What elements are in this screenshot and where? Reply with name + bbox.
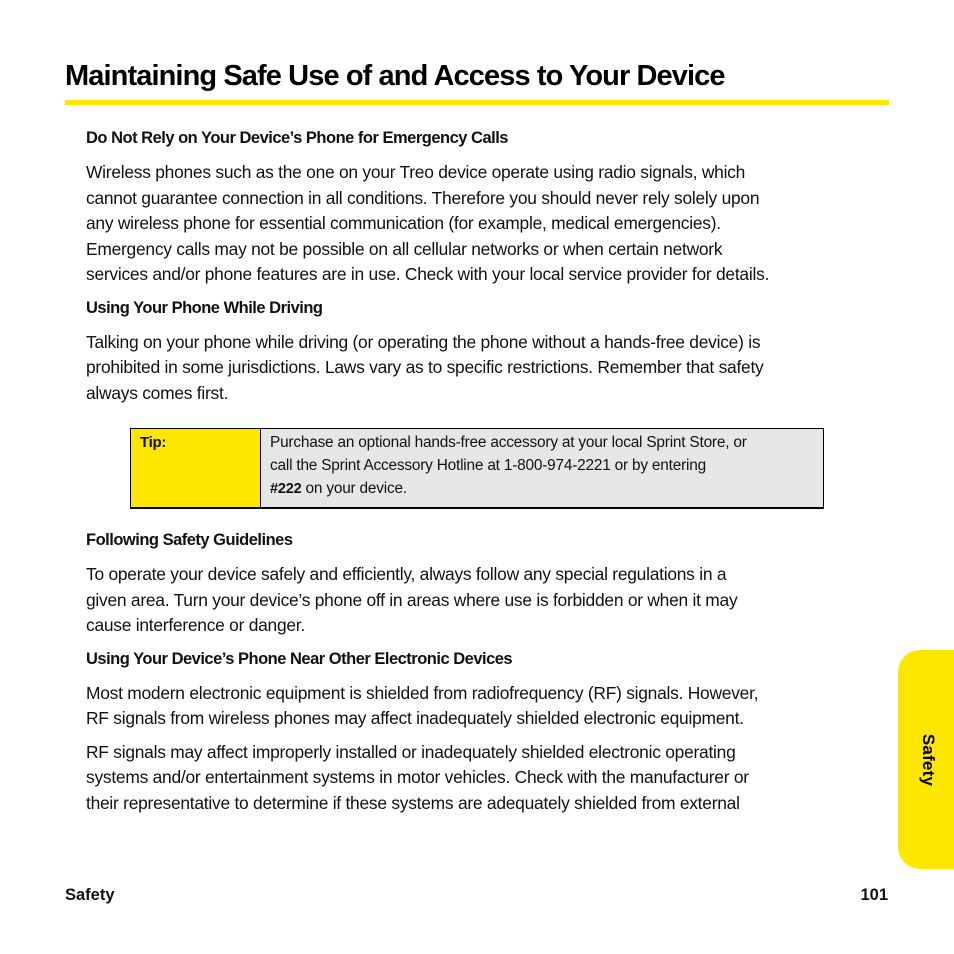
text-line: cause interference or danger. xyxy=(86,615,305,635)
side-tab-label: Safety xyxy=(919,733,938,787)
tip-box xyxy=(130,428,824,509)
tip-code: #222 xyxy=(270,481,302,497)
text-line: any wireless phone for essential communication (for example, medical emergencies). xyxy=(86,213,721,233)
tip-text xyxy=(261,429,823,507)
section-heading-driving: Using Your Phone While Driving xyxy=(86,298,323,317)
title-rule xyxy=(65,100,889,105)
text-line: prohibited in some jurisdictions. Laws vary as to specific restrictions. Remember that safety xyxy=(86,357,764,377)
paragraph-guidelines xyxy=(86,562,892,639)
paragraph-electronics-1 xyxy=(86,681,892,732)
text-line: Most modern electronic equipment is shielded from radiofrequency (RF) signals. However, xyxy=(86,682,759,703)
paragraph-emergency xyxy=(86,160,892,288)
text-line: systems and/or entertainment systems in motor vehicles. Check with the manufacturer or xyxy=(86,767,749,787)
section-heading-guidelines: Following Safety Guidelines xyxy=(86,531,293,549)
paragraph-electronics-2 xyxy=(86,740,892,817)
footer-page-number: 101 xyxy=(860,886,888,904)
text-line: To operate your device safely and efficiently, always follow any special regulations in a xyxy=(86,564,727,584)
footer-section-name: Safety xyxy=(65,886,115,904)
text-line: their representative to determine if these systems are adequately shielded from external xyxy=(86,792,740,813)
text-line: given area. Turn your device’s phone off in areas where use is forbidden or when it may xyxy=(86,589,738,610)
text-line: always comes first. xyxy=(86,382,229,403)
tip-line: call the Sprint Accessory Hotline at 1-800-974-2221 or by entering xyxy=(270,457,706,474)
text-line: RF signals may affect improperly installed or inadequately shielded electronic operating xyxy=(86,741,736,762)
page-title: Maintaining Safe Use of and Access to Your Device xyxy=(65,60,725,92)
text-line: cannot guarantee connection in all conditions. Therefore you should never rely solely upon xyxy=(86,187,760,208)
paragraph-driving xyxy=(86,330,892,407)
tip-label: Tip: xyxy=(131,429,261,507)
text-line: RF signals from wireless phones may affect inadequately shielded electronic equipment. xyxy=(86,708,744,728)
text-line: Talking on your phone while driving (or operating the phone without a hands-free device) is xyxy=(86,331,761,352)
section-heading-electronics: Using Your Device’s Phone Near Other Electronic Devices xyxy=(86,649,513,668)
tip-line-rest: on your device. xyxy=(301,480,407,497)
text-line: services and/or phone features are in use. Check with your local service provider for details. xyxy=(86,264,770,284)
tip-line: Purchase an optional hands-free accessory at your local Sprint Store, or xyxy=(270,434,747,451)
text-line: Emergency calls may not be possible on all cellular networks or when certain network xyxy=(86,238,723,259)
tip-line xyxy=(270,477,823,501)
section-heading-emergency: Do Not Rely on Your Device’s Phone for Emergency Calls xyxy=(86,129,508,147)
text-line: Wireless phones such as the one on your Treo device operate using radio signals, which xyxy=(86,162,746,182)
